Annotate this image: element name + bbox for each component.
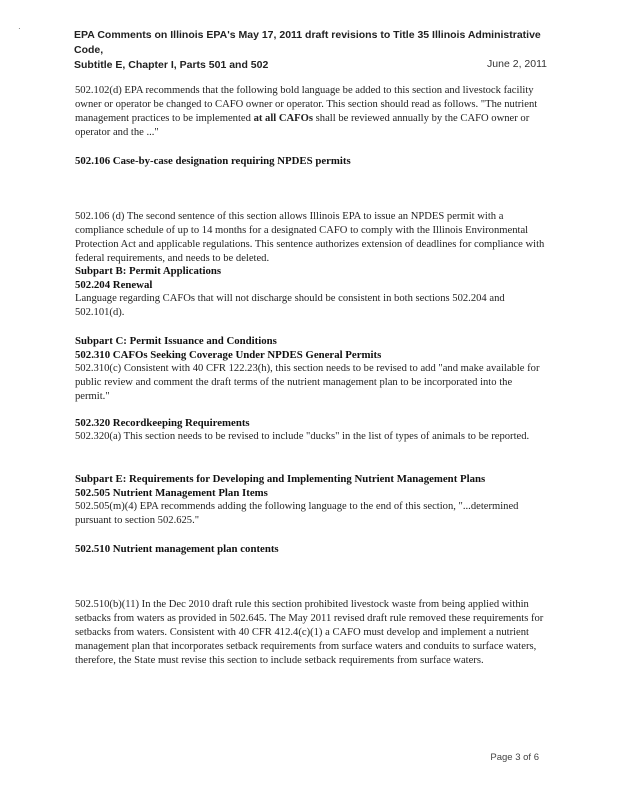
comment-502-510b11: 502.510(b)(11) In the Dec 2010 draft rule this section prohibited livestock waste from being applied within setbacks from waters as provided in 502.645. The May 2011 revised draft rule removed these requirements for setbacks from waters. Consistent with 40 CFR 412.4(c)(1) a CAFO must develop and implement a nutrient management plan that incorporates setback requirements from surface waters and conduits to surface waters, therefore, the State must revise this section to include setback requirements from surface waters. [75,599,544,666]
comment-502-310c: 502.310(c) Consistent with 40 CFR 122.23(h), this section needs to be revised to add "and make available for public review and comment the draft terms of the nutrient management plan to be incorporated into the permit." [75,363,540,402]
comment-text: 502.102(d) EPA recommends that the following bold language be added to this section and livestock facility owner or operator be changed to CAFO owner or operator. This section should read as follows. "The nutrient management practices to be implemented [75,85,538,124]
header-date: June 2, 2011 [487,58,547,70]
section-heading-502-106: 502.106 Case-by-case designation requiring NPDES permits [75,155,351,167]
comment-502-204: Language regarding CAFOs that will not discharge should be consistent in both sections 502.204 and 502.101(d). [75,293,505,318]
section-heading-502-204: 502.204 Renewal [75,279,153,291]
running-header [74,28,554,73]
section-heading-502-510: 502.510 Nutrient management plan contents [75,543,279,555]
bold-insert: at all CAFOs [253,113,314,124]
subpart-e-heading: Subpart E: Requirements for Developing and Implementing Nutrient Management Plans [75,473,486,485]
subpart-c-heading: Subpart C: Permit Issuance and Conditions [75,335,277,347]
comment-502-320a: 502.320(a) This section needs to be revised to include "ducks" in the list of types of animals to be reported. [75,431,530,442]
comment-502-102d [75,84,549,140]
page-number: Page 3 of 6 [490,752,539,763]
header-title-line1: EPA Comments on Illinois EPA's May 17, 2011 draft revisions to Title 35 Illinois Administrative Code, [74,29,541,56]
section-heading-502-505: 502.505 Nutrient Management Plan Items [75,487,268,499]
section-heading-502-310: 502.310 CAFOs Seeking Coverage Under NPDES General Permits [75,349,382,361]
comment-502-505m4: 502.505(m)(4) EPA recommends adding the following language to the end of this section, "...determined pursuant to section 502.625." [75,501,519,526]
comment-text-tail: shall be reviewed annually by the CAFO owner or operator and the ..." [75,113,530,138]
section-heading-502-320: 502.320 Recordkeeping Requirements [75,417,250,429]
header-title-line2: Subtitle E, Chapter I, Parts 501 and 502 [74,59,269,71]
comment-502-106d: 502.106 (d) The second sentence of this section allows Illinois EPA to issue an NPDES permit with a compliance schedule of up to 14 months for a designated CAFO to comply with the Illinois Environmental Protection Act and applicable regulations. This sentence authorizes extension of deadlines for compliance with federal requirements, and needs to be deleted. [75,211,545,264]
subpart-b-heading: Subpart B: Permit Applications [75,265,222,277]
scan-mark: · [18,24,21,33]
